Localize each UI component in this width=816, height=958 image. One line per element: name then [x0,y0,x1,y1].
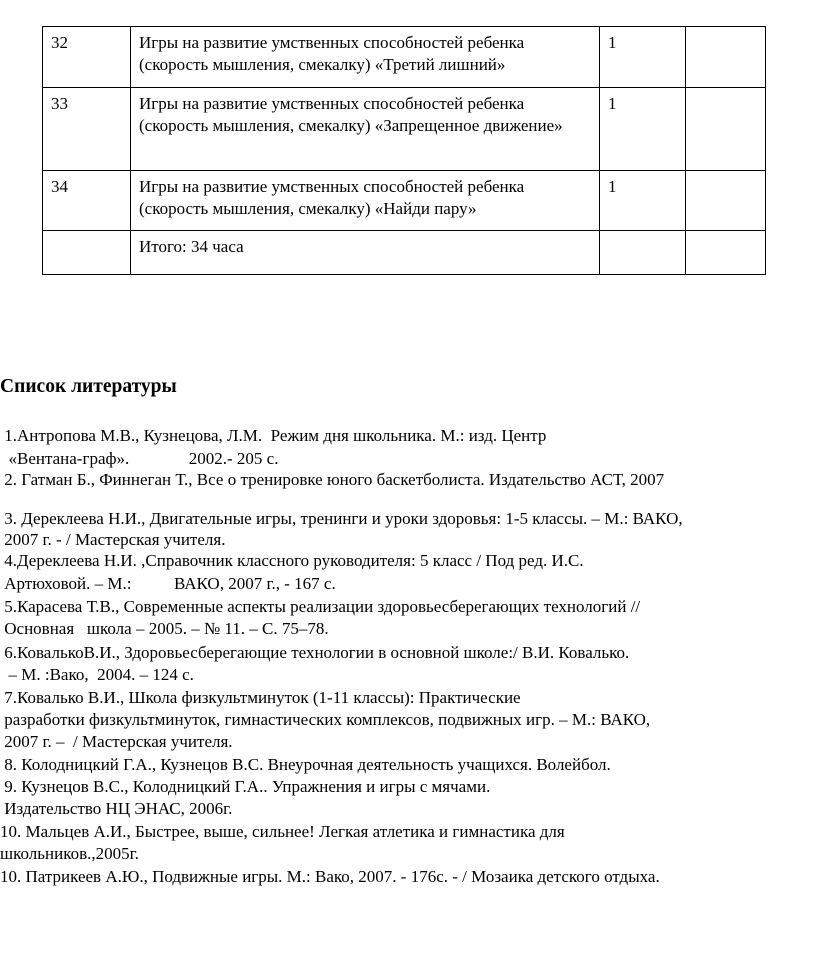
reference-line: 2007 г. – / Мастерская учителя. [0,732,233,751]
lesson-extra [686,231,766,275]
reference-line: «Вентана-граф». 2002.- 205 с. [0,449,279,468]
reference-line: – М. :Вако, 2004. – 124 с. [0,665,194,684]
reference-line: 10. Мальцев А.И., Быстрее, выше, сильнее! Легкая атлетика и гимнастика для [0,822,565,841]
reference-line: 2. Гатман Б., Финнеган Т., Все о тренировке юного баскетболиста. Издательство АСТ, 2007 [0,470,665,489]
table-row [43,27,766,88]
lesson-hours: 1 [600,171,686,231]
lesson-topic: Игры на развитие умственных способностей ребенка (скорость мышления, смекалку) «Третий лишний» [131,27,600,88]
reference-line: 3. Дереклеева Н.И., Двигательные игры, тренинги и уроки здоровья: 1-5 классы. – М.: ВАКО, [0,509,683,528]
table-total-row [43,231,766,275]
lesson-number: 32 [43,27,131,88]
lesson-hours: 1 [600,27,686,88]
reference-line: 1.Антропова М.В., Кузнецова, Л.М. Режим дня школьника. М.: изд. Центр [0,426,547,445]
total-hours-label: Итого: 34 часа [131,231,600,275]
reference-line: школьников.,2005г. [0,844,139,863]
reference-line: 8. Колодницкий Г.А., Кузнецов В.С. Внеурочная деятельность учащихся. Волейбол. [0,755,611,774]
lesson-number: 34 [43,171,131,231]
reference-line: 2007 г. - / Мастерская учителя. [0,530,226,549]
reference-line: 10. Патрикеев А.Ю., Подвижные игры. М.: Вако, 2007. - 176с. - / Мозаика детского отдыха. [0,867,660,886]
reference-line: 5.Карасева Т.В., Современные аспекты реализации здоровьесберегающих технологий // [0,597,641,616]
table-row [43,88,766,171]
reference-line: разработки физкультминуток, гимнастических комплексов, подвижных игр. – М.: ВАКО, [0,710,651,729]
references-heading: Список литературы [0,376,177,397]
reference-line: 7.Ковалько В.И., Школа физкультминуток (1-11 классы): Практические [0,688,521,707]
lesson-number: 33 [43,88,131,171]
reference-line: 4.Дереклеева Н.И. ,Справочник классного руководителя: 5 класс / Под ред. И.С. [0,551,584,570]
lesson-plan-table [42,26,766,275]
reference-line: Основная школа – 2005. – № 11. – С. 75–78. [0,619,329,638]
lesson-topic: Игры на развитие умственных способностей ребенка (скорость мышления, смекалку) «Запрещенное движение» [131,88,600,171]
lesson-extra [686,27,766,88]
lesson-number [43,231,131,275]
reference-line: 6.КовалькоВ.И., Здоровьесберегающие технологии в основной школе:/ В.И. Ковалько. [0,643,630,662]
lesson-topic: Игры на развитие умственных способностей ребенка (скорость мышления, смекалку) «Найди пару» [131,171,600,231]
reference-line: Издательство НЦ ЭНАС, 2006г. [0,799,233,818]
lesson-extra [686,171,766,231]
lesson-hours [600,231,686,275]
reference-line: Артюховой. – М.: ВАКО, 2007 г., - 167 с. [0,574,336,593]
lesson-hours: 1 [600,88,686,171]
reference-line: 9. Кузнецов В.С., Колодницкий Г.А.. Упражнения и игры с мячами. [0,777,491,796]
lesson-extra [686,88,766,171]
table-row [43,171,766,231]
